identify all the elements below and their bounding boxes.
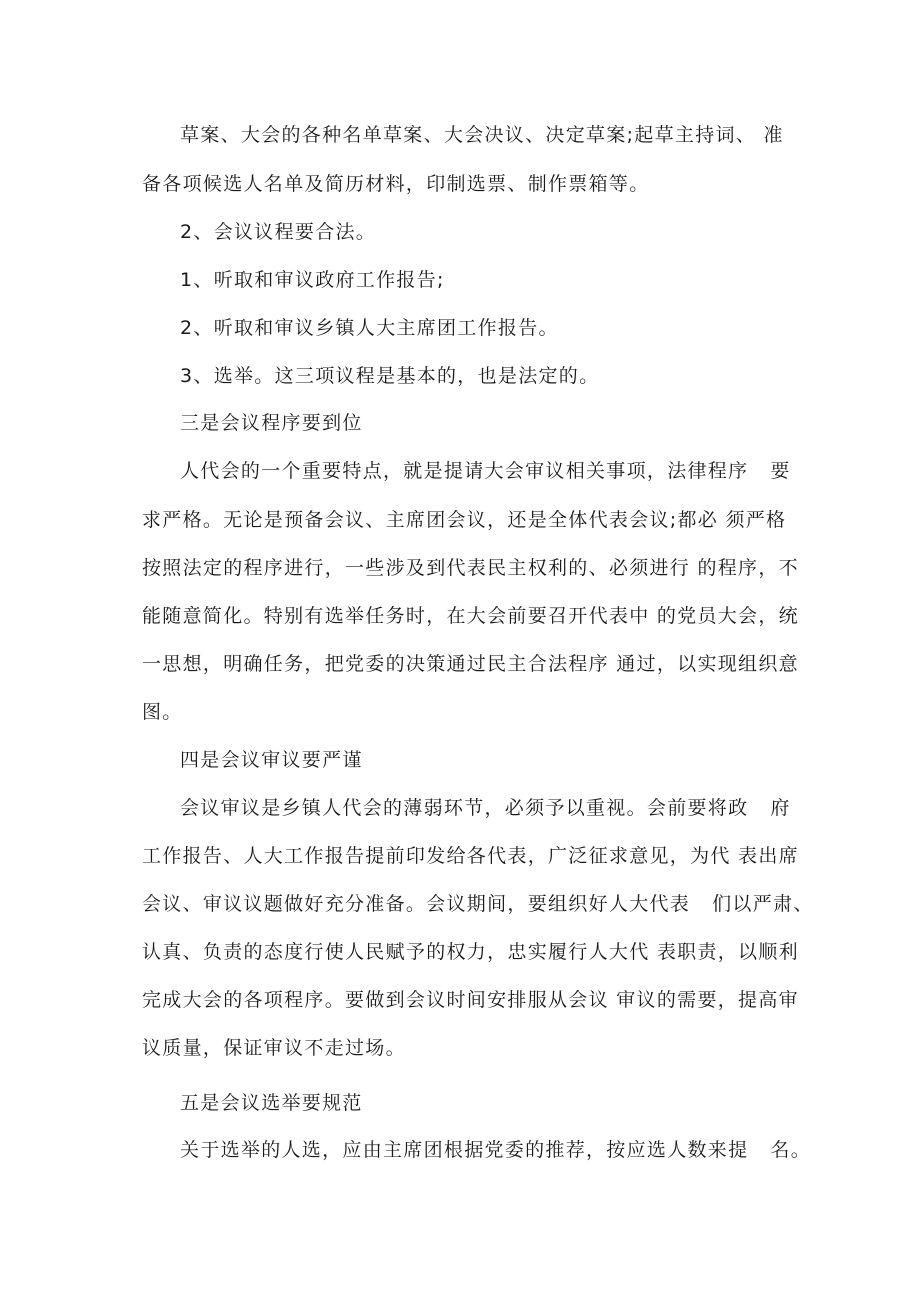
text-line: 工作报告、人大工作报告提前印发给各代表，广泛征求意见，为代 表出席 — [142, 845, 799, 867]
text-line: 一思想，明确任务，把党委的决策通过民主合法程序 通过，以实现组织意 — [142, 653, 799, 675]
section-heading: 五是会议选举要规范 — [180, 1092, 363, 1114]
text-line: 3、选举。这三项议程是基本的，也是法定的。 — [180, 365, 600, 387]
text-line: 认真、负责的态度行使人民赋予的权力，忠实履行人大代 表职责，以顺利 — [142, 941, 799, 963]
text-line: 备各项候选人名单及简历材料，印制选票、制作票箱等。 — [142, 173, 650, 195]
text-line: 人代会的一个重要特点，就是提请大会审议相关事项，法律程序 要 — [180, 460, 791, 482]
text-line: 能随意简化。特别有选举任务时，在大会前要召开代表中 的党员大会，统 — [142, 605, 799, 627]
text-line: 议质量，保证审议不走过场。 — [142, 1037, 406, 1059]
text-line: 完成大会的各项程序。要做到会议时间安排服从会议 审议的需要，提高审 — [142, 989, 799, 1011]
text-line: 会议审议是乡镇人代会的薄弱环节，必须予以重视。会前要将政 府 — [180, 797, 791, 819]
text-line: 按照法定的程序进行，一些涉及到代表民主权利的、必须进行 的程序，不 — [142, 557, 799, 579]
text-line: 求严格。无论是预备会议、主席团会议，还是全体代表会议;都必 须严格 — [142, 509, 787, 531]
text-line: 1、听取和审议政府工作报告; — [180, 269, 445, 291]
text-line: 2、会议议程要合法。 — [180, 221, 377, 243]
text-line: 图。 — [142, 701, 183, 723]
section-heading: 四是会议审议要严谨 — [180, 749, 363, 771]
section-heading: 三是会议程序要到位 — [180, 412, 363, 434]
text-line: 2、听取和审议乡镇人大主席团工作报告。 — [180, 317, 559, 339]
text-line: 草案、大会的各种名单草案、大会决议、决定草案;起草主持词、 准 — [180, 124, 784, 146]
text-line: 会议、审议议题做好充分准备。会议期间，要组织好人大代表 们以严肃、 — [142, 893, 814, 915]
text-line: 关于选举的人选，应由主席团根据党委的推荐，按应选人数来提 名。 — [180, 1139, 812, 1161]
